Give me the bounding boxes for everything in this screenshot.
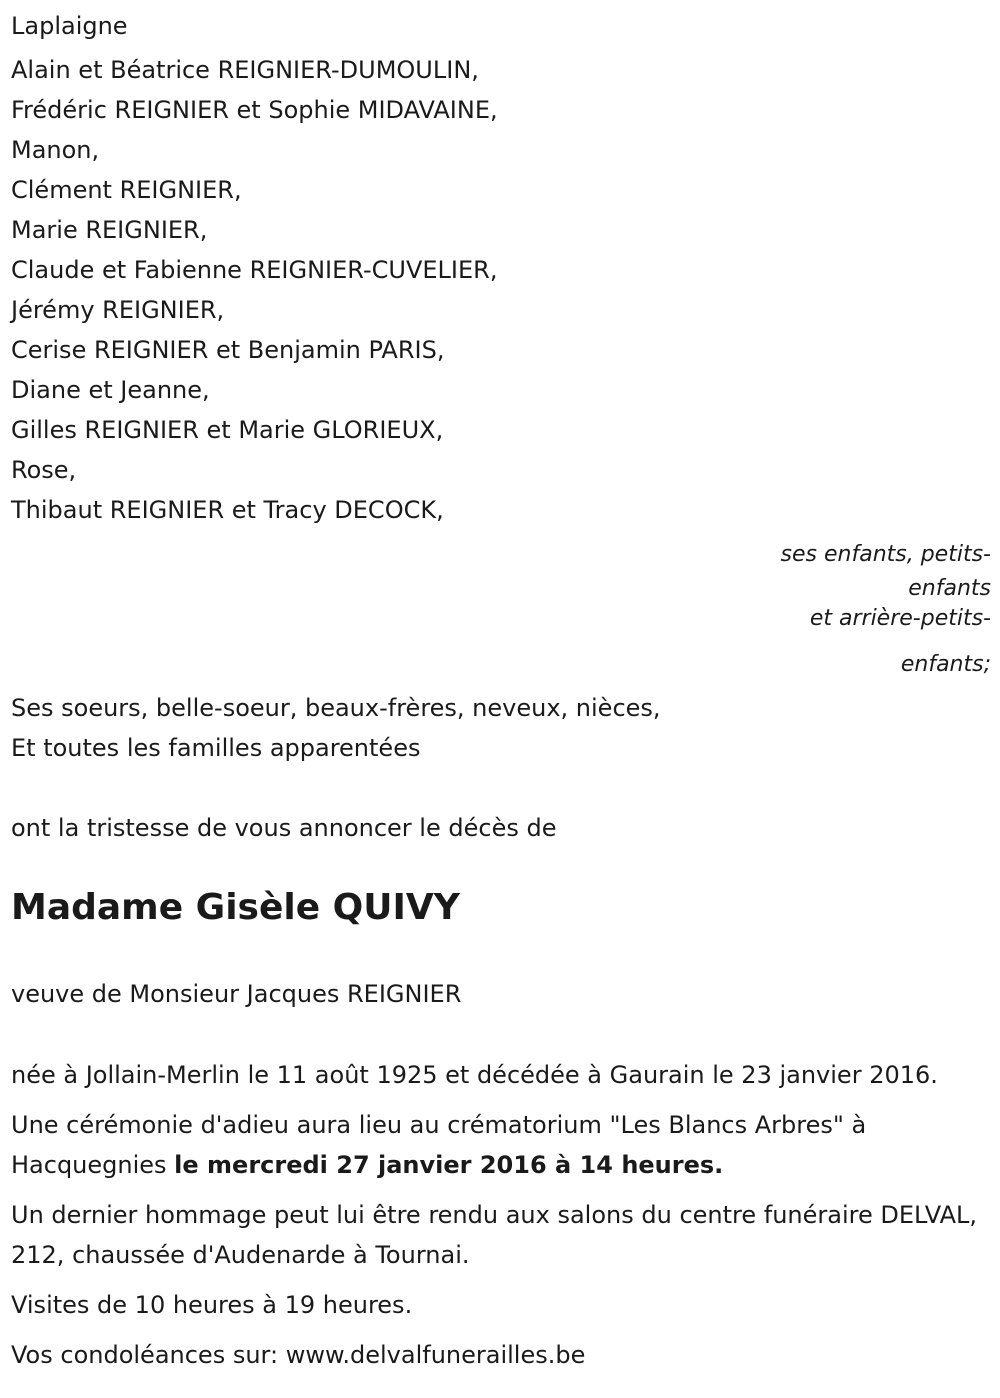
ceremony-info [11,1105,991,1185]
relationship-note [11,542,991,678]
relationship-text: enfants; [900,652,991,677]
family-member: Alain et Béatrice REIGNIER-DUMOULIN, [11,56,479,84]
visiting-hours: Visites de 10 heures à 19 heures. [11,1291,413,1319]
family-list [11,50,991,530]
announcement-intro: ont la tristesse de vous annoncer le décès de [11,814,557,842]
family-member: Gilles REIGNIER et Marie GLORIEUX, [11,416,444,444]
extended-family-line: Ses soeurs, belle-soeur, beaux-frères, neveux, nièces, [11,694,661,722]
tribute-info: Un dernier hommage peut lui être rendu aux salons du centre funéraire DELVAL, 212, chaussée d'Audenarde à Tournai. [11,1201,978,1269]
family-member: Marie REIGNIER, [11,216,208,244]
family-member: Frédéric REIGNIER et Sophie MIDAVAINE, [11,96,498,124]
extended-family [11,688,991,768]
family-member: Clément REIGNIER, [11,176,242,204]
deceased-name: Madame Gisèle QUIVY [11,887,460,928]
family-member: Diane et Jeanne, [11,376,210,404]
family-member: Manon, [11,136,100,164]
extended-family-line: Et toutes les familles apparentées [11,734,421,762]
family-member: Claude et Fabienne REIGNIER-CUVELIER, [11,256,498,284]
place-name: Laplaigne [11,12,128,40]
relationship-text: et arrière-petits- [809,606,991,631]
family-member: Cerise REIGNIER et Benjamin PARIS, [11,336,445,364]
ceremony-date: le mercredi 27 janvier 2016 à 14 heures. [174,1151,724,1179]
relationship-text: enfants [908,576,991,601]
family-member: Rose, [11,456,77,484]
family-member: Thibaut REIGNIER et Tracy DECOCK, [11,496,444,524]
obituary-notice [11,0,991,1375]
family-member: Jérémy REIGNIER, [11,296,225,324]
spouse-line: veuve de Monsieur Jacques REIGNIER [11,980,462,1008]
condolences-link: Vos condoléances sur: www.delvalfunerailles.be [11,1341,586,1369]
ceremony-text: Une cérémonie d'adieu aura lieu au crématorium "Les Blancs Arbres" à Hacquegnies [11,1111,867,1179]
birth-death-info: née à Jollain-Merlin le 11 août 1925 et décédée à Gaurain le 23 janvier 2016. [11,1061,938,1089]
relationship-text: ses enfants, petits- [780,542,991,567]
